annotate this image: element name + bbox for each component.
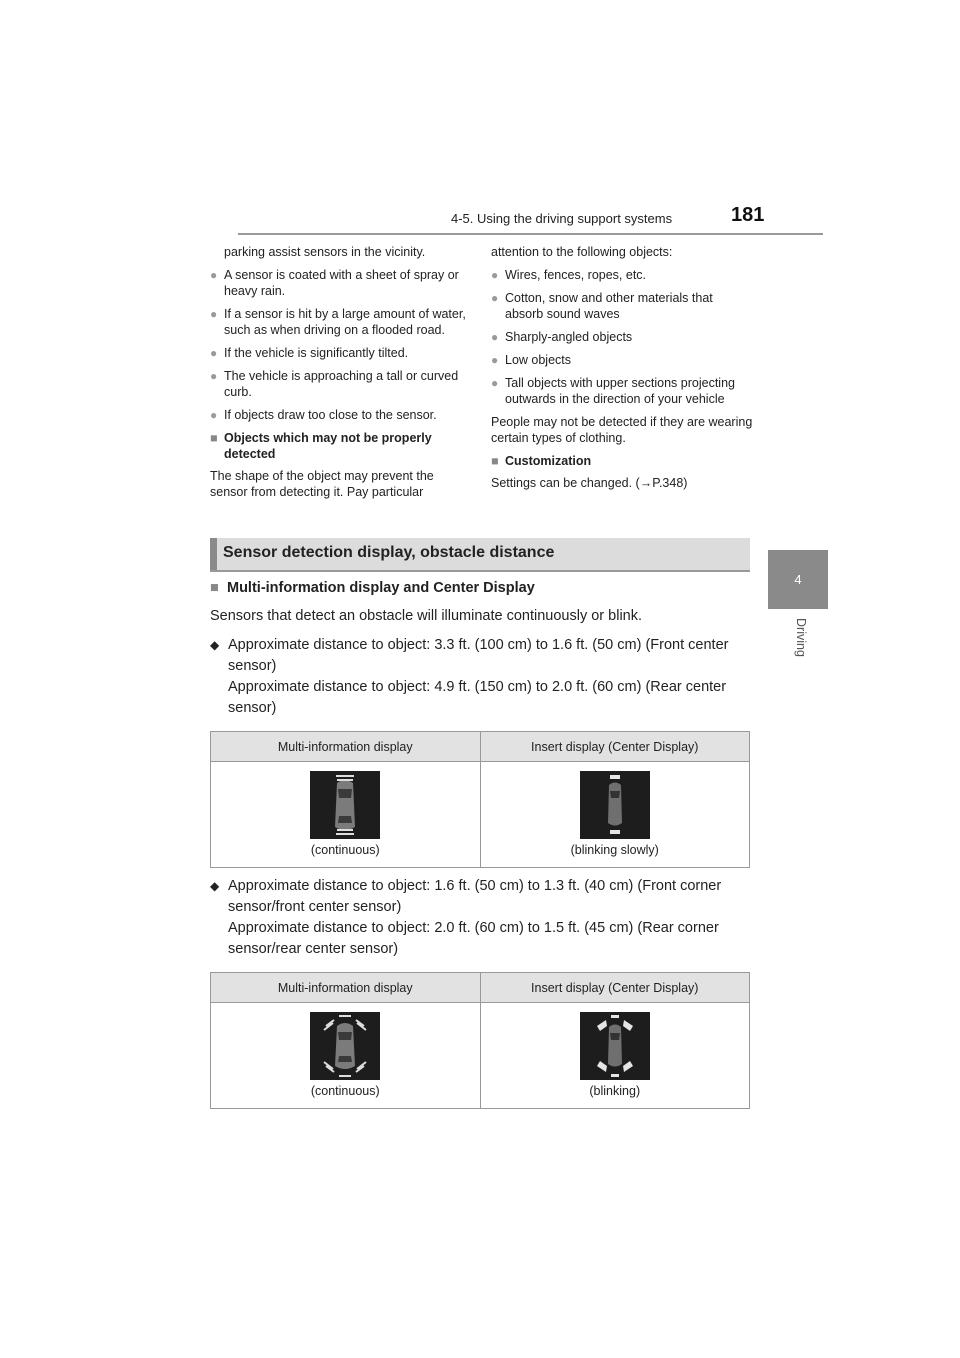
right-note: People may not be detected if they are wearing certain types of clothing.	[491, 415, 753, 445]
settings-reference: Settings can be changed. (→P.348)	[491, 476, 688, 490]
left-paragraph: The shape of the object may prevent the sensor from detecting it. Pay particular	[210, 469, 434, 499]
section-intro: Sensors that detect an obstacle will illuminate continuously or blink.	[210, 608, 643, 624]
bullet-dot-icon: ●	[491, 353, 499, 367]
mid-continuous-image	[310, 771, 380, 839]
square-bullet-icon: ■	[210, 580, 219, 596]
bullet-dot-icon: ●	[210, 307, 218, 321]
image-caption: (continuous)	[310, 1084, 380, 1098]
chapter-tab	[768, 550, 828, 609]
list-item: ● Cotton, snow and other materials that absorb sound waves	[491, 291, 713, 321]
mid-continuous-image	[310, 1012, 380, 1080]
list-item: ● If objects draw too close to the sensor.	[210, 408, 437, 422]
table-header: Insert display (Center Display)	[480, 973, 750, 1003]
bullet-dot-icon: ●	[210, 268, 218, 282]
insert-blinking-slowly-image	[580, 771, 650, 839]
list-item: ● If a sensor is hit by a large amount of water, such as when driving on a flooded road.	[210, 307, 466, 337]
bullet-dot-icon: ●	[491, 291, 499, 305]
right-continuation: attention to the following objects:	[491, 245, 673, 259]
left-continuation: parking assist sensors in the vicinity.	[224, 245, 426, 259]
table-header: Insert display (Center Display)	[480, 732, 750, 762]
list-item: ● The vehicle is approaching a tall or curved curb.	[210, 369, 459, 399]
list-item: ● Wires, fences, ropes, etc.	[491, 268, 647, 282]
table-cell	[211, 762, 481, 868]
table-cell	[480, 762, 750, 868]
list-item: ◆ Approximate distance to object: 3.3 ft. (100 cm) to 1.6 ft. (50 cm) (Front center sensor) Approximate distance to object: 4.9 ft. (150 cm) to 2.0 ft. (60 cm) (Rear center sensor)	[210, 637, 729, 716]
list-item: ● A sensor is coated with a sheet of spray or heavy rain.	[210, 268, 459, 298]
list-item: ● Tall objects with upper sections projecting outwards in the direction of your vehicle	[491, 376, 735, 406]
list-item: ● If the vehicle is significantly tilted.	[210, 346, 409, 360]
section-title: 4-5. Using the driving support systems	[451, 211, 673, 226]
header-rule	[238, 233, 823, 235]
bullet-dot-icon: ●	[491, 376, 499, 390]
table-header: Multi-information display	[211, 973, 481, 1003]
diamond-bullet-icon: ◆	[210, 879, 220, 893]
list-item: ● Sharply-angled objects	[491, 330, 633, 344]
table-cell	[480, 1003, 750, 1109]
distance-item-2	[210, 876, 755, 960]
list-item: ◆ Approximate distance to object: 1.6 ft. (50 cm) to 1.3 ft. (40 cm) (Front corner sensor/front center sensor) Approximate distance to object: 2.0 ft. (60 cm) to 1.5 ft. (45 cm) (Rear corner sensor/rear center sensor)	[210, 878, 722, 957]
section-subheading-block	[210, 578, 755, 599]
image-caption: (blinking)	[589, 1084, 641, 1098]
bullet-dot-icon: ●	[210, 369, 218, 383]
section-subheading: ■ Multi-information display and Center Display	[210, 578, 755, 599]
insert-blinking-image	[580, 1012, 650, 1080]
display-table-1	[210, 731, 750, 868]
chapter-label: Driving	[794, 618, 808, 657]
image-caption: (continuous)	[310, 843, 380, 857]
bullet-dot-icon: ●	[491, 330, 499, 344]
section-banner	[210, 538, 750, 572]
bullet-dot-icon: ●	[491, 268, 499, 282]
square-bullet-icon: ■	[491, 454, 499, 468]
right-subheading: ■ Customization	[491, 454, 592, 468]
chapter-number: 4	[794, 572, 802, 587]
page-number: 181	[731, 204, 765, 226]
bullet-dot-icon: ●	[210, 408, 218, 422]
bullet-dot-icon: ●	[210, 346, 218, 360]
table-cell	[211, 1003, 481, 1109]
right-column	[491, 244, 753, 498]
section-heading: Sensor detection display, obstacle distance	[223, 544, 555, 561]
banner-bar	[210, 538, 217, 570]
left-subheading: ■ Objects which may not be properly detected	[210, 431, 432, 461]
table-header: Multi-information display	[211, 732, 481, 762]
display-table-2	[210, 972, 750, 1109]
left-column	[210, 244, 472, 507]
square-bullet-icon: ■	[210, 431, 218, 445]
image-caption: (blinking slowly)	[570, 843, 659, 857]
distance-item-1	[210, 635, 755, 719]
diamond-bullet-icon: ◆	[210, 638, 220, 652]
list-item: ● Low objects	[491, 353, 572, 367]
